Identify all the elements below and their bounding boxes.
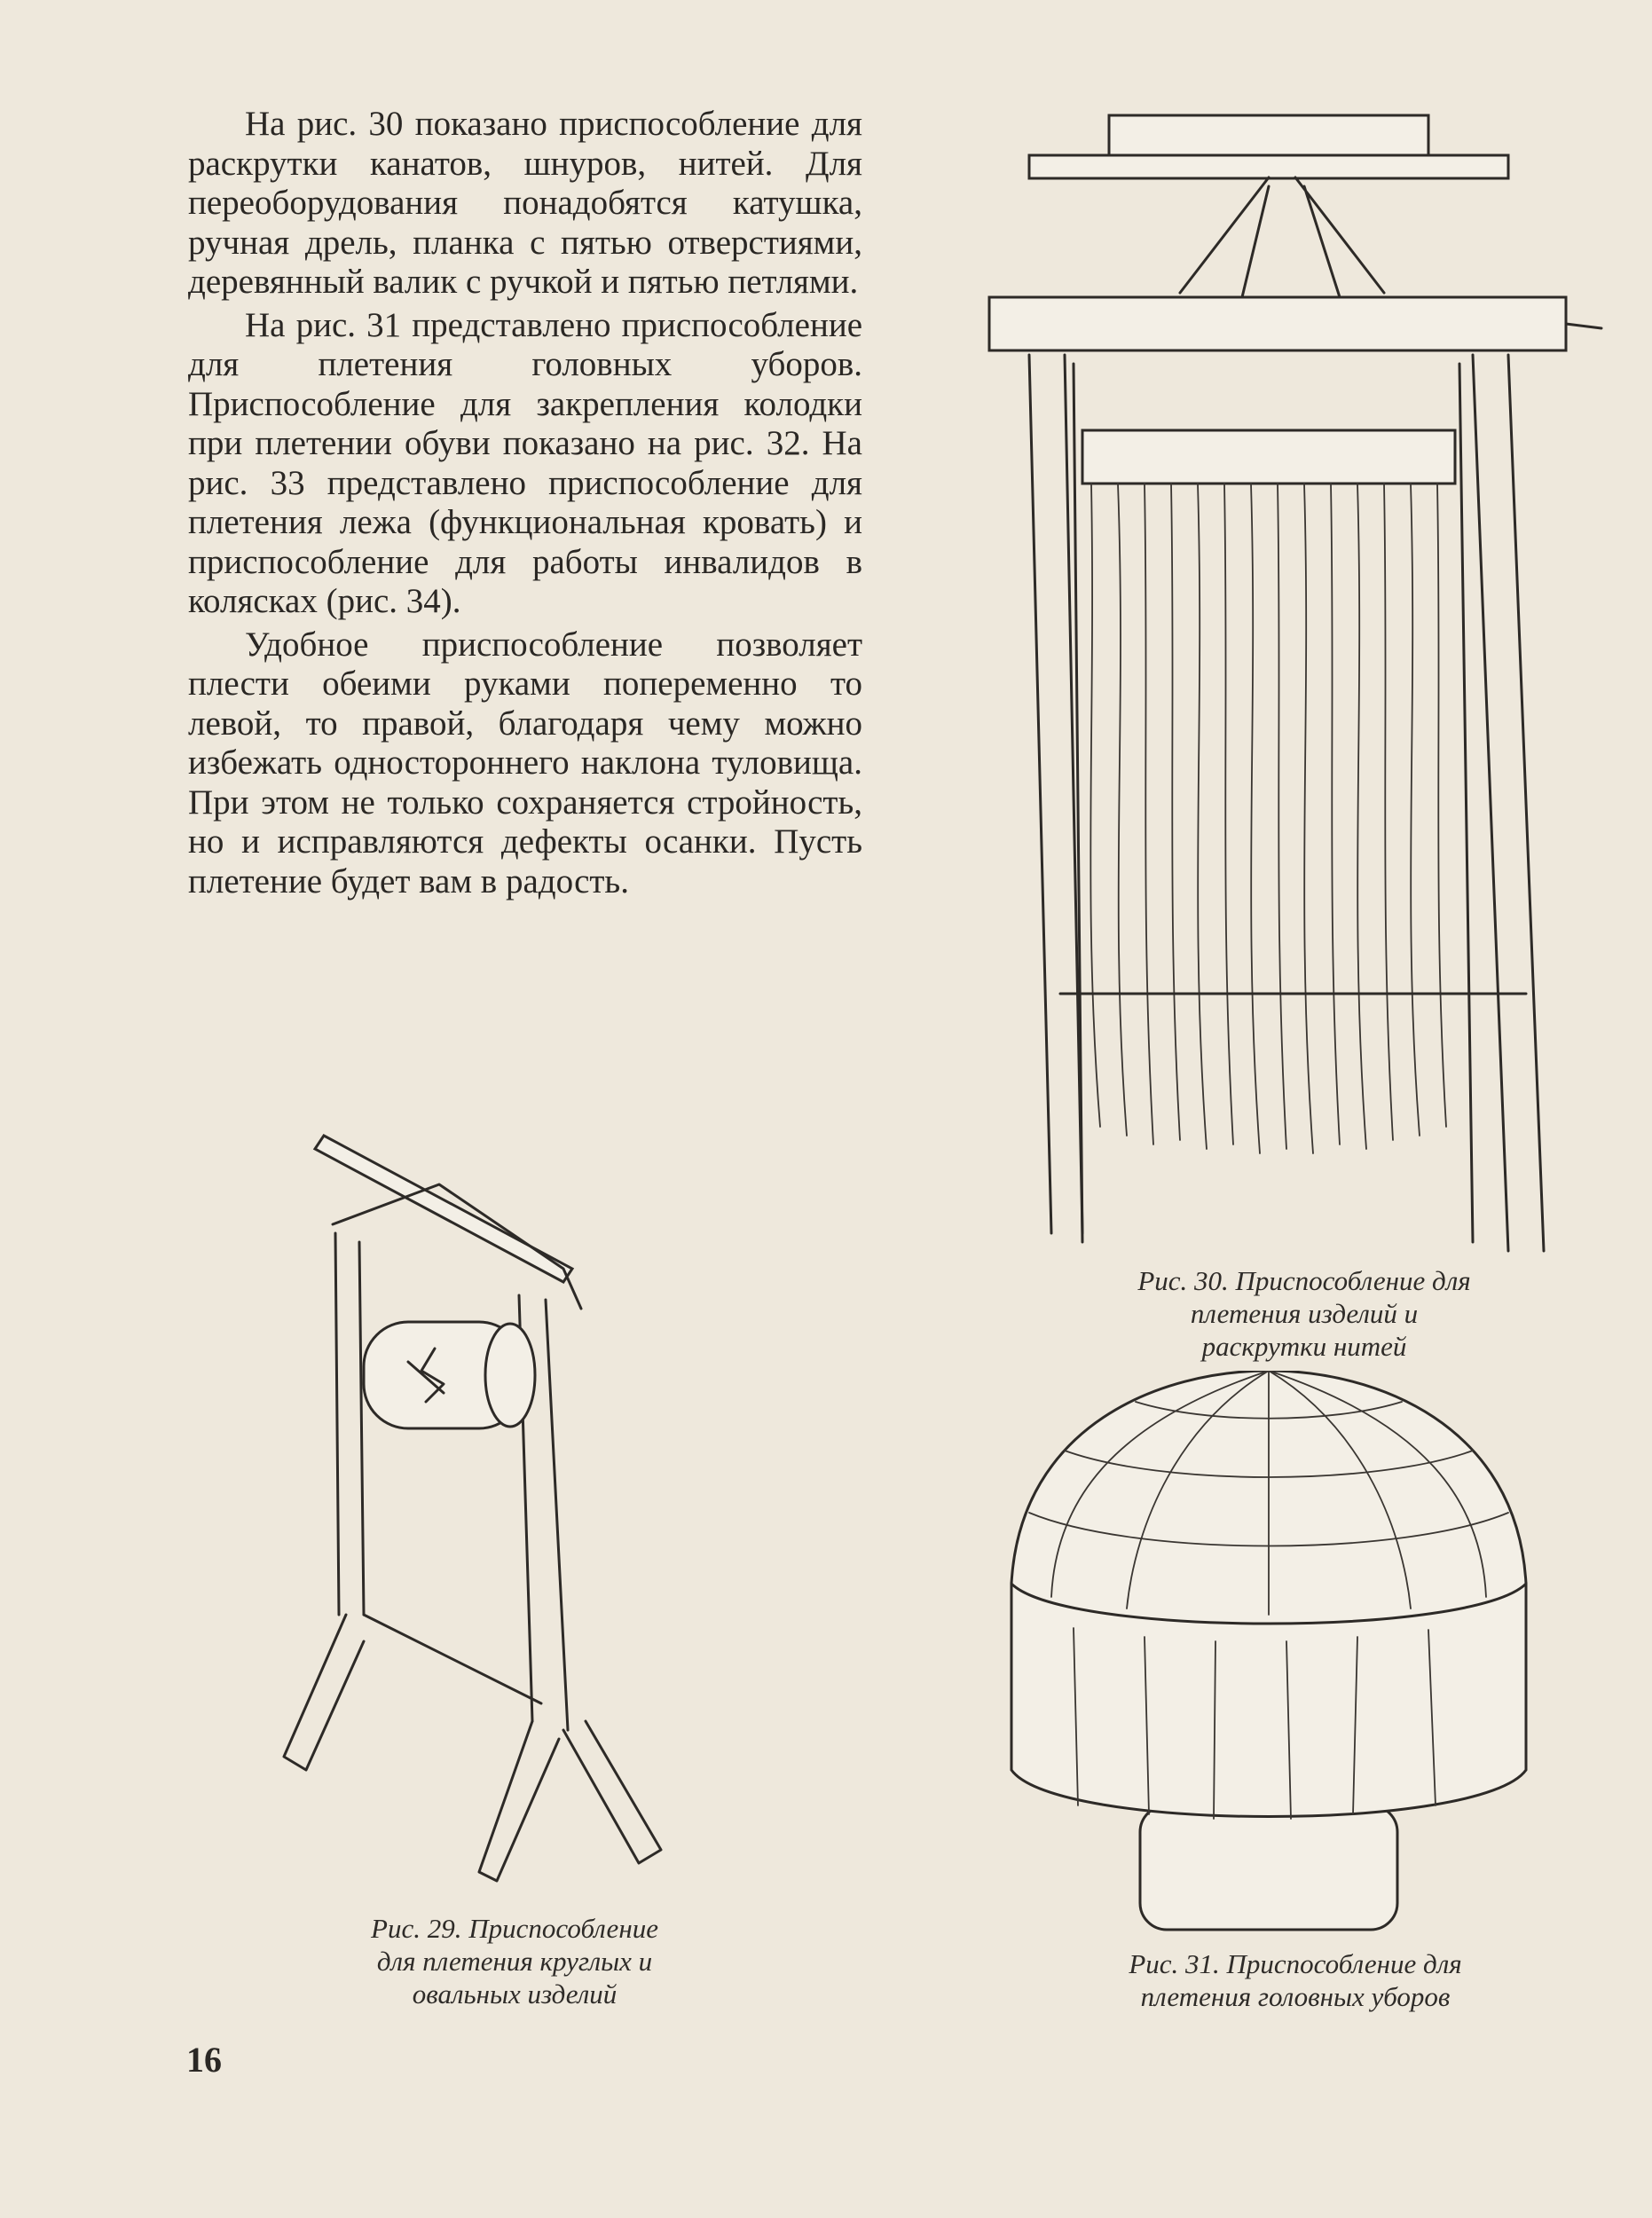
hanging-threads — [1090, 484, 1446, 1153]
figure-31-caption-line: Рис. 31. Приспособление для — [1129, 1948, 1462, 1979]
left-foot — [284, 1615, 364, 1770]
frame-top — [333, 1184, 581, 1309]
figure-29-caption-line: овальных изделий — [412, 1978, 618, 2010]
figure-31-illustration — [1003, 1371, 1535, 1939]
figure-30-illustration — [976, 106, 1615, 1260]
lower-crossbar — [364, 1615, 541, 1703]
side-posts — [1074, 364, 1473, 1242]
figure-31-caption — [1020, 1947, 1570, 2013]
figure-29-caption-line: Рис. 29. Приспособление — [371, 1913, 658, 1944]
frame-left-post — [335, 1233, 364, 1615]
hanger-straps — [1180, 177, 1384, 297]
figure-29-illustration — [266, 1118, 683, 1899]
figure-30-caption-line: плетения изделий и — [1190, 1298, 1419, 1329]
crossbar — [989, 297, 1566, 350]
figure-30-caption — [1029, 1264, 1579, 1363]
front-foot — [479, 1721, 559, 1881]
crossbar-handle — [1566, 324, 1601, 328]
right-leg — [1473, 355, 1544, 1251]
block-stem — [1140, 1805, 1397, 1930]
paragraph-1: На рис. 30 показано приспособление для раскрутки канатов, шнуров, нитей. Для переоборудования понадобятся катушка, ручная дрель, планка с пятью отверстиями, деревянный валик с ручкой и пятью петлями. — [188, 105, 862, 301]
woven-band — [1082, 430, 1455, 484]
roller-end — [485, 1324, 535, 1427]
page-number: 16 — [186, 2040, 222, 2080]
figure-30-caption-line: раскрутки нитей — [1201, 1331, 1407, 1362]
paragraph-3: Удобное приспособление позволяет плести обеими руками попеременно то левой, то правой, благодаря чему можно избежать одностороннего наклона туловища. При этом не только сохраняется стройность, но и исправляются дефекты осанки. Пусть плетение будет вам в радость. — [188, 625, 862, 901]
figure-29-caption-line: для плетения круглых и — [376, 1946, 653, 1977]
figure-31-caption-line: плетения головных уборов — [1140, 1981, 1451, 2012]
body-text — [188, 105, 862, 905]
figure-29-caption — [311, 1912, 719, 2010]
figure-30-caption-line: Рис. 30. Приспособление для — [1137, 1265, 1471, 1296]
paragraph-2: На рис. 31 представлено приспособление для плетения головных уборов. Приспособление для закрепления колодки при плетении обуви показано на рис. 32. На рис. 33 представлено приспособление для плетения лежа (функциональная кровать) и приспособление для работы инвалидов в колясках (рис. 34). — [188, 305, 862, 620]
top-rail — [1029, 155, 1508, 178]
right-foot — [563, 1721, 661, 1863]
top-plank — [315, 1136, 572, 1282]
